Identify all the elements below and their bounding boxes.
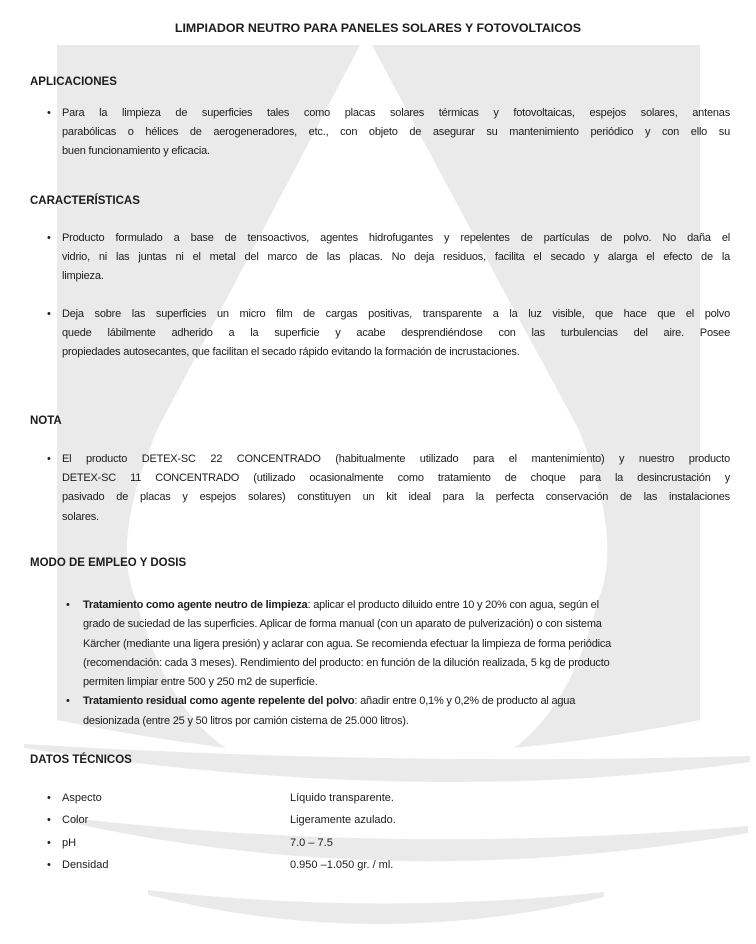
- bullet-marker: •: [47, 308, 51, 320]
- text-line: desionizada (entre 25 y 50 litros por camión cisterna de 25.000 litros).: [83, 714, 409, 727]
- tech-data-row: [0, 811, 756, 831]
- section-heading-modo: MODO DE EMPLEO Y DOSIS: [30, 557, 187, 569]
- text-line: El producto DETEX-SC 22 CONCENTRADO (habitualmente utilizado para el mantenimiento) y nuestro producto: [62, 453, 730, 465]
- bullet-marker: •: [47, 837, 51, 849]
- text-line: Producto formulado a base de tensoactivos, agentes hidrofugantes y repelentes de partículas de polvo. No daña el: [62, 232, 730, 244]
- tech-value: 7.0 – 7.5: [290, 837, 333, 849]
- paragraph-nota: [62, 450, 730, 527]
- tech-label: Densidad: [62, 859, 109, 871]
- text-line: Deja sobre las superficies un micro film de cargas positivas, transparente a la luz visible, que hace que el polvo: [62, 308, 730, 320]
- lead-rest: : añadir entre 0,1% y 0,2% de producto al agua: [354, 695, 576, 708]
- bullet-marker: •: [47, 107, 51, 119]
- bold-lead: Tratamiento residual como agente repelente del polvo: [83, 695, 355, 708]
- bullet-marker: •: [47, 814, 51, 826]
- lead-rest: : aplicar el producto diluido entre 10 y 20% con agua, según el: [307, 599, 599, 611]
- tech-data-row: [0, 834, 756, 854]
- text-line: [83, 596, 733, 615]
- text-line: buen funcionamiento y eficacia.: [62, 145, 210, 158]
- text-line: (recomendación: cada 3 meses). Rendimiento del producto: en función de la dilución realizada, 5 kg de producto: [83, 656, 610, 669]
- text-line: vidrio, ni las juntas ni el metal del marco de las placas. No deja residuos, facilita el secado y alarga el efecto de la: [62, 251, 730, 264]
- bullet-marker: •: [66, 695, 70, 707]
- section-heading-datos: DATOS TÉCNICOS: [30, 754, 132, 766]
- bullet-marker: •: [47, 859, 51, 871]
- text-line: solares.: [62, 510, 99, 523]
- section-heading-nota: NOTA: [30, 415, 62, 427]
- tech-label: Aspecto: [62, 792, 102, 804]
- text-line: grado de suciedad de las superficies. Aplicar de forma manual (con un aparato de pulverización) o con sistema: [83, 618, 602, 631]
- text-line: limpieza.: [62, 270, 104, 283]
- tech-data-row: [0, 789, 756, 809]
- document-title: LIMPIADOR NEUTRO PARA PANELES SOLARES Y FOTOVOLTAICOS: [174, 21, 582, 35]
- text-line: Para la limpieza de superficies tales como placas solares térmicas y fotovoltaicas, espejos solares, antenas: [62, 107, 730, 119]
- paragraph-aplicaciones: [62, 104, 730, 162]
- text-line: parabólicas o hélices de aerogeneradores, etc., con objeto de asegurar su mantenimiento periódico y con ello su: [62, 126, 730, 139]
- tech-data-row: [0, 856, 756, 876]
- bold-lead: Tratamiento como agente neutro de limpieza: [83, 599, 308, 611]
- paragraph-caracteristicas-2: [62, 305, 730, 363]
- bullet-marker: •: [47, 792, 51, 804]
- paragraph-caracteristicas-1: [62, 229, 730, 287]
- text-line: pasivado de placas y espejos solares) constituyen un kit ideal para la perfecta conservación de las instalaciones: [62, 491, 730, 504]
- text-line: propiedades autosecantes, que facilitan el secado rápido evitando la formación de incrustaciones.: [62, 346, 520, 359]
- bullet-marker: •: [47, 453, 51, 465]
- section-heading-aplicaciones: APLICACIONES: [30, 76, 117, 88]
- text-line: quede lábilmente adherido a la superficie y acabe desprendiéndose con las turbulencias del aire. Posee: [62, 327, 730, 340]
- tech-value: Ligeramente azulado.: [290, 814, 396, 826]
- bullet-marker: •: [47, 232, 51, 244]
- bullet-marker: •: [66, 599, 70, 611]
- text-line: DETEX-SC 11 CONCENTRADO (utilizado ocasionalmente como tratamiento de choque para la desincrustación y: [62, 472, 730, 485]
- text-line: permiten limpiar entre 500 y 250 m2 de superficie.: [83, 676, 318, 689]
- tech-label: Color: [62, 814, 89, 826]
- tech-value: 0.950 –1.050 gr. / ml.: [290, 859, 394, 871]
- text-line: Kärcher (mediante una ligera presión) y aclarar con agua. Se recomienda efectuar la limpieza de forma periódica: [83, 637, 612, 650]
- tech-value: Líquido transparente.: [290, 792, 394, 804]
- paragraph-modo: [83, 596, 733, 731]
- text-line: [83, 692, 733, 711]
- section-heading-caracteristicas: CARACTERÍSTICAS: [30, 195, 140, 207]
- tech-label: pH: [62, 837, 77, 849]
